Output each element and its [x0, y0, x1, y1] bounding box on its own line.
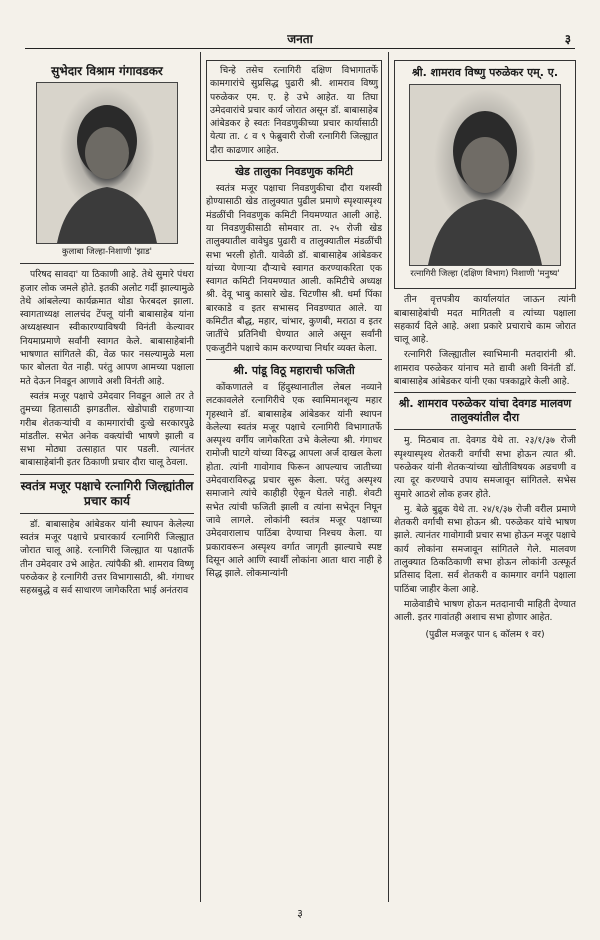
article-title-propaganda: स्वतंत्र मजूर पक्षाचे रत्नागिरी जिल्ह्यांतील प्रचार कार्य — [20, 478, 194, 508]
second-article-title: श्री. पांडू विठू महाराची फजिती — [233, 363, 355, 377]
page-header — [25, 30, 575, 49]
divider — [20, 474, 194, 475]
second-article-body: कोंकणातले व हिंदुस्थानातील लेबल नव्याने लटकावलेले रत्नागिरीचे एक स्वामिमानशून्य महार गृहस्थाने डॉ. बाबासाहेब आंबेडकर यांनी स्थापन केलेल्या स्वतंत्र मजूर पक्षाचे रत्नागिरी विभागातर्फे अस्पृश्य वर्गीय जागेकरिता उभे केलेल्या श्री. गंगाधर रामोजी घाटगे यांच्या विरुद्ध आपला अर्ज दाखल केला होता. त्यांनी गावोगाव फिरून आपल्याच जातीच्या उमेदवाराविरुद्ध प्रचार सुरू केला. परंतु अस्पृश्य समाजाने त्यांचे काहीही ऐकून घेतले नाही. शेवटी सभेत त्यांची फजिती झाली व त्यांना सभेतून निघून जावे लागले. लोकांनी स्वतंत्र मजूर पक्षाच्या उमेदवारालाच पाठिंबा देण्याचा निश्चय केला. या प्रकारावरून अस्पृश्य वर्गात जागृती झाल्याचे स्पष्ट दिसून आले आणि स्वार्थी लोकांना आता थारा नाही हे सिद्ध झाले. लोकमान्यांनी — [206, 381, 382, 580]
divider — [394, 429, 576, 430]
divider — [20, 513, 194, 514]
divider — [206, 359, 382, 360]
newspaper-title: जनता — [287, 32, 313, 46]
divider — [20, 263, 194, 264]
photo-caption-1: कुलाबा जिल्हा-निशाणी 'झाड' — [61, 247, 152, 257]
header-page-number: ३ — [564, 32, 571, 46]
col1-article-body: डॉ. बाबासाहेब आंबेडकर यांनी स्थापन केलेल्या स्वतंत्र मजूर पक्षाचे प्रचारकार्य रत्नागिरी जिल्ह्यात जोरात चालू आहे. रत्नागिरी जिल्ह्यात या पक्षातर्फे तीन उमेदवार उभे आहेत. त्यांपैकी श्री. शामराव विष्णू परुळेकर हे रत्नागिरी उत्तर विभागासाठी, श्री. गंगाधर सहस्रबुद्धे व सर्व साधारण जागेकरिता भाई अनंतराव — [20, 518, 194, 597]
portrait-photo-gangavadkar — [36, 82, 178, 244]
portrait-figure-2 — [410, 85, 560, 265]
column-1 — [20, 60, 194, 898]
footer-page-number: ३ — [297, 907, 303, 920]
tour-paragraph-3: माळेवाडीचे भाषण होऊन मतदानाची माहिती देण्यात आली. इतर गावांतही अशाच सभा होणार आहेत. — [394, 598, 576, 624]
col1-paragraph-1: परिषद सावदा' या ठिकाणी आहे. तेथे सुमारे पंधरा हजार लोक जमले होते. इतकी अलोट गर्दी झाल्यामुळे तेथे आंबलेल्या कार्यक्रमात थोडा फेरबदल झाला. स्वागताध्यक्ष लालचंद टेंपलू यांनी बाबासाहेब यांना अध्यक्षस्थान स्वीकारण्याविषयी विनंती केल्यावर नियमाप्रमाणे सर्वांनी स्वागत केले. बाबासाहेबांनी भाषणात सांगितले की, वेळ फार नसल्यामुळे मला फार बोलता येत नाही. परंतु आपण आमच्या पक्षाला मते देऊन निवडून आणावे अशी विनंती आहे. — [20, 269, 194, 387]
tour-paragraph-1: मु. मिठबाव ता. देवगड येथे ता. २३/१/३७ रोजी स्पृश्यास्पृश्य शेतकरी वर्गाची सभा होऊन त्यात श्री. परुळेकर यांनी शेतकऱ्यांच्या खोतीविषयक अडचणी व त्या दूर करण्याचे उपाय समजावून सांगितले. सभेस सुमारे आठशे लोक हजर होते. — [394, 435, 576, 500]
portrait-figure-1 — [37, 83, 177, 243]
col3-paragraph-1: तीन वृत्तपत्रीय कार्यालयांत जाऊन त्यांनी बाबासाहेबांची मदत मागितली व त्यांच्या पक्षाला सहकार्य दिले आहे. अशा प्रकारे प्रचाराचे काम जोरात चालू आहे. — [394, 294, 576, 346]
col1-paragraph-2: स्वतंत्र मजूर पक्षाचे उमेदवार निवडून आले तर ते तुमच्या हितासाठी झगडतील. खेडोपाडी राहणाऱ्या गरीब शेतकऱ्यांची व कामगारांची दुःखे सरकारपुढे मांडतील. सभेत अनेक वक्त्यांची भाषणे झाली व सभा मोठ्या उत्साहात पार पडली. त्यानंतर बाबासाहेबांनी इतर ठिकाणी प्रचार दौरा चालू ठेवला. — [20, 390, 194, 469]
col3-paragraph-2: रत्नागिरी जिल्ह्यातील स्वाभिमानी मतदारांनी श्री. शामराव परुळेकर यांनाच मते द्यावी अशी विनंती डॉ. बाबासाहेब आंबेडकर यांनी एका पत्रकाद्वारे केली आहे. — [394, 349, 576, 388]
col3-heading: श्री. शामराव विष्णु परुळेकर एम्. ए. — [411, 66, 559, 79]
continued-note: (पुढील मजकूर पान ६ कॉलम १ वर) — [425, 628, 545, 640]
intro-box — [206, 60, 382, 161]
column-3 — [394, 60, 576, 898]
divider — [394, 392, 576, 393]
committee-body: स्वतंत्र मजूर पक्षाचा निवडणुकीचा दौरा यशस्वी होण्यासाठी खेड तालुक्यात पुढील प्रमाणे स्पृश्यास्पृश्य मंडळींची निवडणुक कमिटी नियमण्यात आली आहे. या निवडणुकीसाठी सोमवार ता. २५ रोजी खेड तालुक्यातील वावेघुड पुढारी व तालुक्यातील मंडळींची सभा भरली होती. यावेळी डॉ. बाबासाहेब आंबेडकर यांच्या येणाऱ्या दौऱ्याचे स्वागत करण्याकरिता एक स्वागत कमिटी नियमण्यात आली. कमिटीचे अध्यक्ष श्री. देवू भाबु कासारे खेड. चिटणीस श्री. धर्मा पिंका बारकाडे व इतर सभासद निवडण्यात आले. या कमिटीत बौद्ध, महार, चांभार, कुणबी, मराठा व इतर जातींचे प्रतिनिधी घेण्यात आले असून सर्वांनी एकजुटीने पक्षाचे काम करण्याचा निर्धार व्यक्त केला. — [206, 183, 382, 354]
col2-intro: चिन्हे तसेच रत्नागिरी दक्षिण विभागातर्फे कामगारांचे सुप्रसिद्ध पुढारी श्री. शामराव विष्णु परुळेकर एम. ए. हे उभे आहेत. या तिघा उमेदवारांचे प्रचार कार्य जोरात असून डॉ. बाबासाहेब आंबेडकर हे स्वतः निवडणुकीच्या प्रचार कार्यासाठी येत्या ता. ८ व ९ फेब्रुवारी रोजी रत्नागिरी जिल्ह्यात दौरा काढणार आहेत. — [210, 65, 378, 156]
portrait-photo-parulekar — [409, 84, 561, 266]
column-2 — [206, 60, 382, 898]
column-rule-1 — [200, 52, 201, 902]
portrait-box — [394, 60, 576, 289]
committee-title: खेड तालुका निवडणुक कमिटी — [235, 165, 353, 179]
tour-paragraph-2: मु. बेळे बुद्रुक येथे ता. २४/१/३७ रोजी वरील प्रमाणे शेतकरी वर्गाची सभा होऊन श्री. परुळेकर यांचे भाषण झाले. त्यानंतर गावोगावी प्रचार सभा होऊन मजूर पक्षाचे कार्य लोकांना समजावून सांगितले गेले. मालवण तालुक्यात ठिकठिकाणी सभा होऊन लोकांनी उत्स्फूर्त प्रतिसाद दिला. सर्व शेतकरी व कामगार वर्गाने पक्षाला पाठिंबा जाहीर केला आहे. — [394, 503, 576, 595]
column-rule-2 — [388, 52, 389, 902]
tour-title: श्री. शामराव परुळेकर यांचा देवगड मालवण तालुक्यांतील दौरा — [398, 397, 572, 425]
col1-heading: सुभेदार विश्राम गंगावडकर — [51, 64, 163, 78]
photo-caption-2: रत्नागिरी जिल्हा (दक्षिण विभाग) निशाणी 'मनुष्य' — [410, 269, 560, 279]
